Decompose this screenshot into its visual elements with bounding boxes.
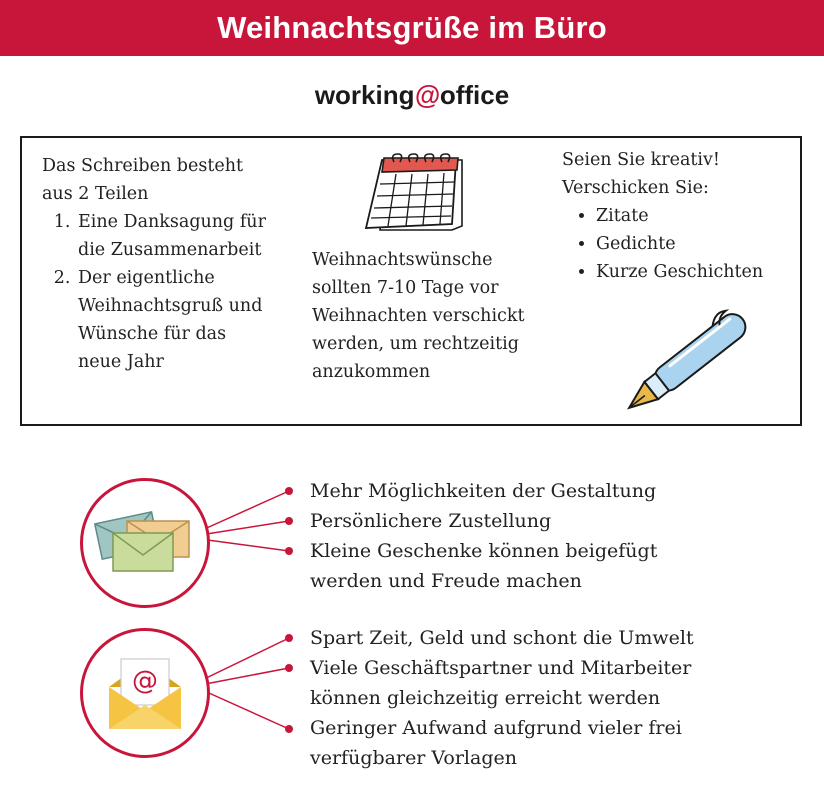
bullet-dot xyxy=(285,664,293,672)
title-banner xyxy=(0,0,824,56)
connector-line xyxy=(200,689,289,729)
creative-line2: Verschicken Sie: xyxy=(562,178,709,198)
creative-item: • Zitate xyxy=(596,202,802,230)
connector-line xyxy=(200,668,289,685)
connector-line xyxy=(200,539,289,551)
benefit-line: Viele Geschäftspartner und Mitarbeiter xyxy=(310,657,692,679)
creative-item: • Kurze Geschichten xyxy=(596,258,802,286)
benefit-line: verfügbarer Vorlagen xyxy=(310,747,517,769)
structure-intro-line2: aus 2 Teilen xyxy=(42,184,149,204)
structure-list xyxy=(42,208,272,376)
postal-icon-circle xyxy=(80,478,210,608)
creative-line1: Seien Sie kreativ! xyxy=(562,150,720,170)
connector-line xyxy=(200,521,289,535)
bullet-dot xyxy=(285,725,293,733)
benefit-line: Kleine Geschenke können beigefügt xyxy=(310,540,658,562)
brand-logo-left: working xyxy=(314,80,415,110)
connector-line xyxy=(200,638,289,681)
connector-line xyxy=(200,491,289,531)
benefit-line: Spart Zeit, Geld und schont die Umwelt xyxy=(310,627,694,649)
bullet-dot xyxy=(285,634,293,642)
timing-text: Weihnachtswünsche sollten 7-10 Tage vor Weihnachten verschickt werden, um rechtzeitig anzukommen xyxy=(312,250,525,382)
structure-item: 1. Eine Danksagung für die Zusammenarbeit xyxy=(76,208,272,264)
email-icon-circle xyxy=(80,628,210,758)
creative-item: • Gedichte xyxy=(596,230,802,258)
benefit-line: Persönlichere Zustellung xyxy=(310,510,552,532)
creative-list xyxy=(562,202,802,286)
at-sign-icon: @ xyxy=(132,666,158,696)
brand-logo-right: office xyxy=(439,80,510,110)
benefit-line: können gleichzeitig erreicht werden xyxy=(310,687,661,709)
postal-benefits xyxy=(310,476,657,596)
fountain-pen-icon xyxy=(610,303,770,415)
benefit-line: Geringer Aufwand aufgrund vieler frei xyxy=(310,717,682,739)
creative-column xyxy=(562,146,802,286)
envelopes-icon xyxy=(83,481,207,605)
page-title: Weihnachtsgrüße im Büro xyxy=(217,10,607,45)
structure-intro-line1: Das Schreiben besteht xyxy=(42,156,244,176)
brand-logo-at: @ xyxy=(414,80,440,110)
benefit-line: werden und Freude machen xyxy=(310,570,582,592)
structure-column xyxy=(42,152,272,376)
info-box xyxy=(20,136,802,426)
email-envelope-icon xyxy=(83,631,207,755)
calendar-icon xyxy=(360,152,466,234)
bullet-dot xyxy=(285,487,293,495)
bullet-dot xyxy=(285,547,293,555)
brand-logo xyxy=(0,80,824,111)
structure-item: 2. Der eigentliche Weihnachtsgruß und Wünsche für das neue Jahr xyxy=(76,264,272,376)
bullet-dot xyxy=(285,517,293,525)
email-benefits xyxy=(310,623,694,773)
benefit-line: Mehr Möglichkeiten der Gestaltung xyxy=(310,480,657,502)
